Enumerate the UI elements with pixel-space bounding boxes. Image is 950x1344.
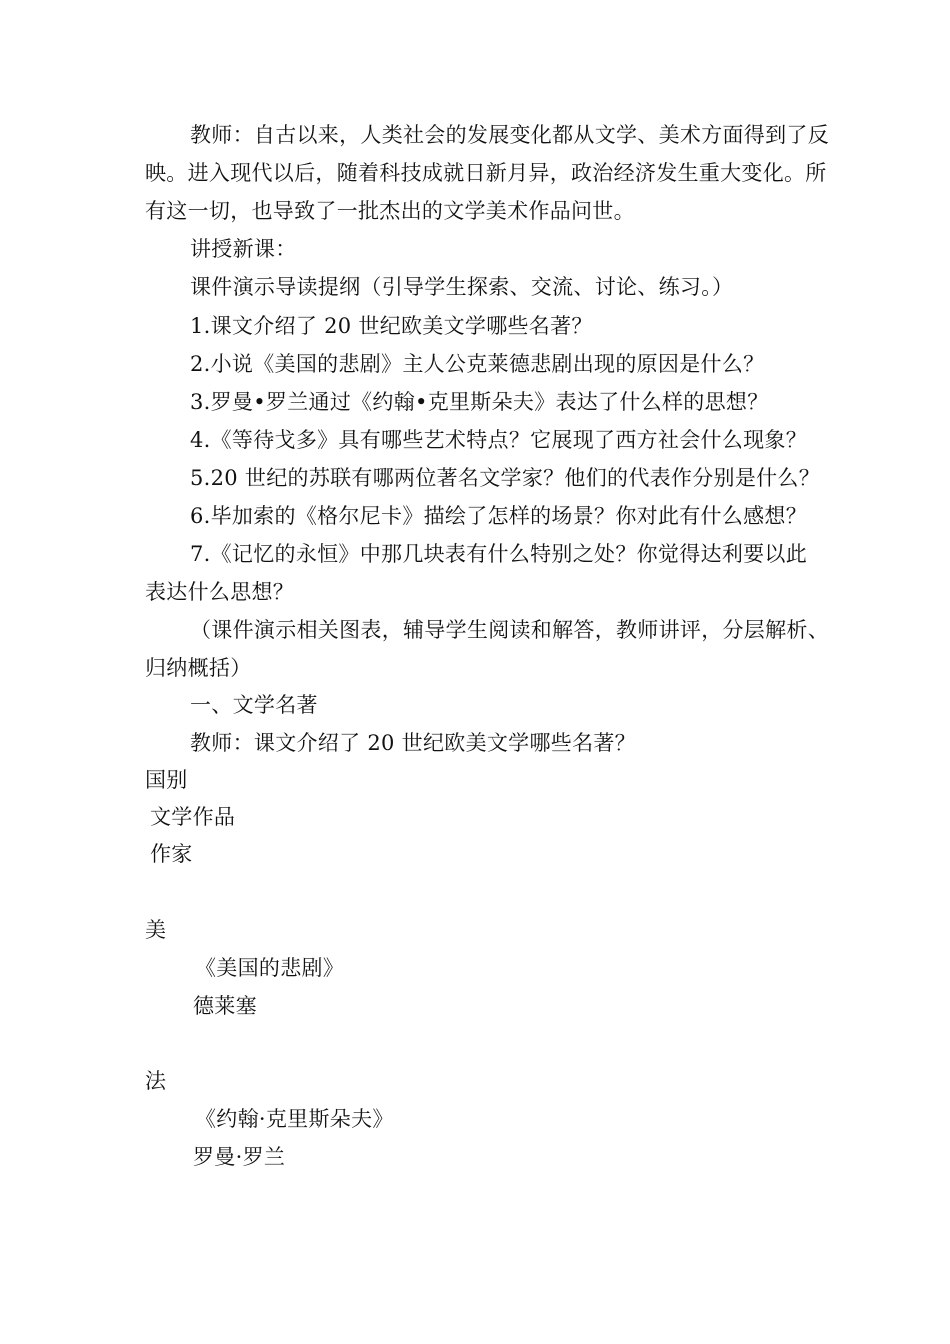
- question-1: 1.课文介绍了 20 世纪欧美文学哪些名著？: [190, 314, 593, 338]
- question-2: 2.小说《美国的悲剧》主人公克莱德悲剧出现的原因是什么？: [190, 352, 765, 376]
- new-lesson-heading: 讲授新课：: [190, 237, 297, 261]
- table-row-2-author: 罗曼·罗兰: [193, 1145, 286, 1169]
- question-7-continued: 表达什么思想？: [145, 580, 295, 604]
- teacher-question: 教师：课文介绍了 20 世纪欧美文学哪些名著？: [190, 731, 636, 755]
- question-3: 3.罗曼•罗兰通过《约翰•克里斯朵夫》表达了什么样的思想？: [190, 390, 769, 414]
- question-7: 7.《记忆的永恒》中那几块表有什么特别之处？你觉得达利要以此: [190, 542, 808, 566]
- table-row-2-work: 《约翰·克里斯朵夫》: [195, 1107, 394, 1131]
- table-header-work: 文学作品: [150, 805, 236, 829]
- table-row-2-country: 法: [145, 1069, 167, 1093]
- question-5: 5.20 世纪的苏联有哪两位著名文学家？他们的代表作分别是什么？: [190, 466, 821, 490]
- intro-line-1: 教师：自古以来，人类社会的发展变化都从文学、美术方面得到了反: [190, 123, 829, 147]
- question-4: 4.《等待戈多》具有哪些艺术特点？它展现了西方社会什么现象？: [190, 428, 808, 452]
- table-row-1-country: 美: [145, 918, 167, 942]
- question-6: 6.毕加索的《格尔尼卡》描绘了怎样的场景？你对此有什么感想？: [190, 504, 808, 528]
- section-heading: 一、文学名著: [190, 693, 318, 717]
- table-row-1-work: 《美国的悲剧》: [195, 956, 345, 980]
- outline-title: 课件演示导读提纲（引导学生探索、交流、讨论、练习。）: [190, 275, 734, 299]
- method-line-2: 归纳概括）: [145, 656, 252, 680]
- method-line-1: （课件演示相关图表，辅导学生阅读和解答，教师讲评，分层解析、: [190, 618, 829, 642]
- intro-line-3: 有这一切，也导致了一批杰出的文学美术作品问世。: [145, 199, 635, 223]
- table-header-author: 作家: [150, 842, 193, 866]
- table-row-1-author: 德莱塞: [193, 994, 257, 1018]
- table-header-country: 国别: [145, 768, 188, 792]
- intro-line-2: 映。进入现代以后，随着科技成就日新月异，政治经济发生重大变化。所: [145, 161, 827, 185]
